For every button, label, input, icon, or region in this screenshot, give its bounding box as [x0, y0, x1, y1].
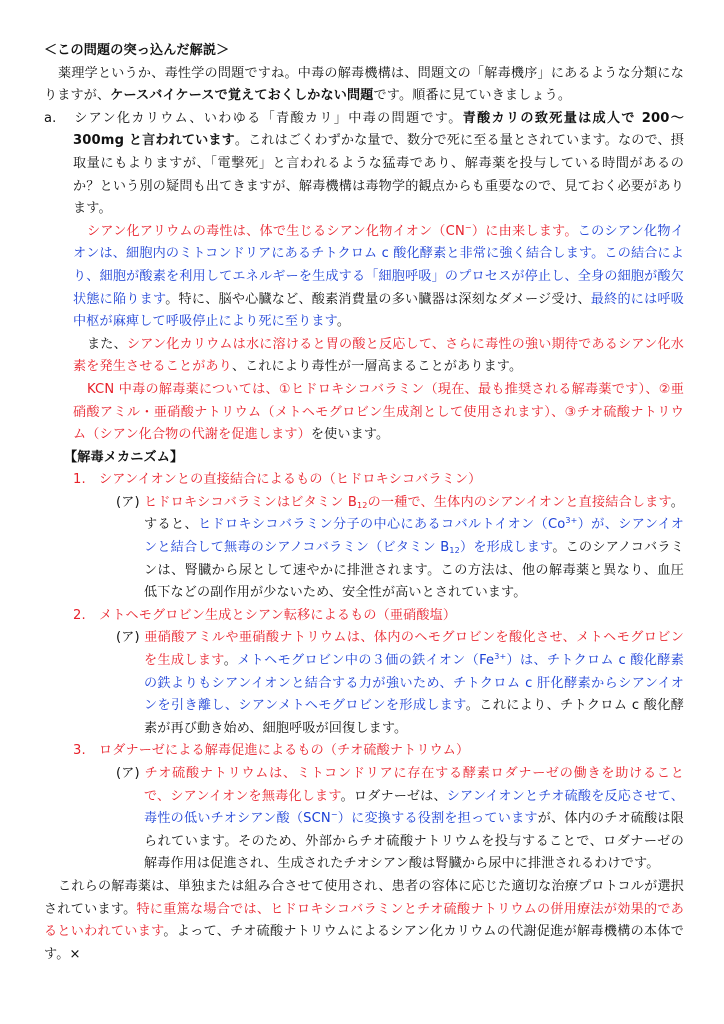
cn-text-2: 。: [336, 314, 351, 330]
m1-red-sub: 12: [357, 500, 368, 510]
m2-red-1: 亜硝酸アミルや亜硝酸ナトリウムは、体内のヘモグロビンを酸化させ、メトヘモグロビンを生成します: [144, 630, 684, 669]
item-a-text-3: 。これはごくわずかな量で、数分で死に至る量とされています。なので、摂取量にもよりますが、「電撃死」と言われるような猛毒であり、解毒薬を投与している時間があるのか？という別の疑問も出てきますが、解毒機構は毒物学的観点からも重要なので、見ておく必要があります。: [73, 133, 684, 217]
m3-text-2: が、体内のチオ硫酸は限られています。そのため、外部からチオ硫酸ナトリウムを投与することで、ロダナーゼの解毒作用は促進され、生成されたチオシアン酸は腎臓から尿中に排泄されるわけです。: [144, 811, 685, 872]
intro-text-1: 薬理学というか、毒性学の問題ですね。中毒の解毒機構は、問題文の「解毒機序」にあるような分類になりますが、: [44, 65, 684, 104]
m2-text-1: 。: [223, 653, 238, 669]
m2-blue-1: メトヘモグロビン中の３価の鉄イオン（Fe: [237, 653, 495, 669]
mechanism-3-body: [44, 763, 684, 876]
m3-blue-sup: −: [330, 810, 338, 820]
cn-blue-2: 最終的には呼吸中枢が麻痺して呼吸停止により死に至ります: [73, 291, 684, 330]
mechanism-2-title: 2. メトヘモグロビン生成とシアン転移によるもの（亜硝酸塩）: [73, 607, 457, 623]
antidote-paragraph: [44, 379, 684, 447]
m1-blue-1: ヒドロキシコバラミン分子の中心にあるコバルトイオン（Co: [198, 517, 566, 533]
antidote-text-1: を使います。: [310, 427, 390, 443]
mechanism-3-title: 3. ロダナーゼによる解毒促進によるもの（チオ硫酸ナトリウム）: [73, 743, 470, 759]
intro-text-3: です。順番に見ていきましょう。: [373, 88, 572, 104]
acid-red-1: シアン化カリウムは水に溶けると胃の酸と反応して、さらに毒性の強い期待であるシアン化水素を発生させることがあり: [73, 336, 685, 375]
item-a-paragraph: [44, 108, 684, 221]
m1-text-1: 。すると、: [144, 494, 684, 533]
item-a-bold-text: 青酸カリの致死量は成人で 200〜300mg と言われています: [73, 110, 684, 149]
intro-paragraph: [44, 63, 684, 108]
m1-blue-sup: 3+: [565, 516, 578, 526]
acid-text-1: また、: [87, 336, 127, 352]
conclusion-text-2: 。よって、チオ硫酸ナトリウムによるシアン化カリウムの代謝促進が解毒機構の本体です。×: [44, 924, 684, 962]
acid-reaction-paragraph: [44, 334, 684, 379]
mechanism-1-body: [44, 492, 684, 605]
m1-blue-1b: ）が、シアンイオンと結合して無毒のシアノコバラミン（ビタミン B: [144, 517, 684, 556]
m3-blue-1: シアンイオンとチオ硫酸を反応させて、毒性の低いチオシアン酸（SCN: [144, 788, 684, 827]
m1-text-2: 。このシアノコバラミンは、腎臓から尿として速やかに排泄されます。この方法は、他の解毒薬と異なり、血圧低下などの副作用が少ないため、安全性が高いとされています。: [144, 540, 684, 601]
mechanism-3-marker: (ア): [116, 766, 140, 781]
item-a-text-1: シアン化カリウム、いわゆる「青酸カリ」中毒の問題です。: [73, 110, 463, 126]
conclusion-paragraph: [44, 876, 684, 966]
mechanism-2-body: [44, 627, 684, 740]
mechanism-2-marker: (ア): [116, 630, 140, 646]
conclusion-text-1: これらの解毒薬は、単独または組み合させて使用され、患者の容体に応じた適切な治療プロトコルが選択されています。: [44, 878, 684, 917]
m1-red-1b: の一種で、生体内のシアンイオンと直接結合します: [367, 494, 671, 510]
cn-red-sup: −: [464, 222, 472, 232]
m1-red-1: ヒドロキシコバラミンはビタミン B: [144, 494, 358, 510]
m2-blue-sup: 3+: [494, 652, 507, 662]
m2-blue-1b: ）は、チトクロム c 酸化酵素の鉄よりもシアンイオンと結合する力が強いため、チトクロム c 肝化酵素からシアンイオンを引き離し、シアンメトヘモグロビンを形成します: [144, 653, 685, 714]
m3-text-1: 。ロダナーゼは、: [340, 788, 447, 804]
cn-red-1b: ）に由来します。: [471, 223, 578, 239]
m1-blue-1c: ）を形成します: [459, 540, 553, 556]
mechanism-1-title: 1. シアンイオンとの直接結合によるもの（ヒドロキシコバラミン）: [73, 472, 482, 488]
item-a-marker: a.: [44, 110, 57, 126]
cn-text-1: 。特に、脳や心臓など、酸素消費量の多い臓器は深刻なダメージ受け、: [165, 291, 591, 307]
mechanism-heading: 【解毒メカニズム】: [64, 449, 184, 465]
acid-text-2: 、これにより毒性が一層高まることがあります。: [231, 359, 523, 375]
m3-red-1: チオ硫酸ナトリウムは、ミトコンドリアに存在する酵素ロダナーゼの働きを助けることで、シアンイオンを無毒化します: [144, 766, 684, 804]
cn-red-1: シアン化アリウムの毒性は、体で生じるシアン化物イオン（CN: [87, 223, 465, 239]
section-title: ＜この問題の突っ込んだ解説＞: [44, 43, 230, 58]
cyanide-toxicity-paragraph: [44, 221, 684, 334]
intro-bold-text: ケースバイケースで覚えておくしかない問題: [110, 88, 374, 104]
antidote-red-1: KCN 中毒の解毒薬については、①ヒドロキシコバラミン（現在、最も推奨される解毒薬です）、②亜硝酸アミル・亜硝酸ナトリウム（メトヘモグロビン生成剤として使用されます）、③チオ硫酸ナトリウム（シアン化合物の代謝を促進します）: [73, 381, 684, 443]
m3-blue-1b: ）に変換する役割を担っています: [337, 811, 538, 827]
conclusion-red-1: 特に重篤な場合では、ヒドロキシコバラミンとチオ硫酸ナトリウムの併用療法が効果的であるといわれています: [44, 901, 684, 940]
cn-blue-1: このシアン化物イオンは、細胞内のミトコンドリアにあるチトクロム c 酸化酵素と非常に強く結合します。この結合により、細胞が酸素を利用してエネルギーを生成する「細胞呼吸」のプロセスが停止し、全身の細胞が酸欠状態に陥ります: [73, 223, 684, 307]
m1-blue-sub: 12: [449, 546, 460, 556]
m2-text-2: 。これにより、チトクロム c 酸化酵素が再び動き始め、細胞呼吸が回復します。: [144, 698, 684, 736]
mechanism-1-marker: (ア): [116, 494, 140, 510]
